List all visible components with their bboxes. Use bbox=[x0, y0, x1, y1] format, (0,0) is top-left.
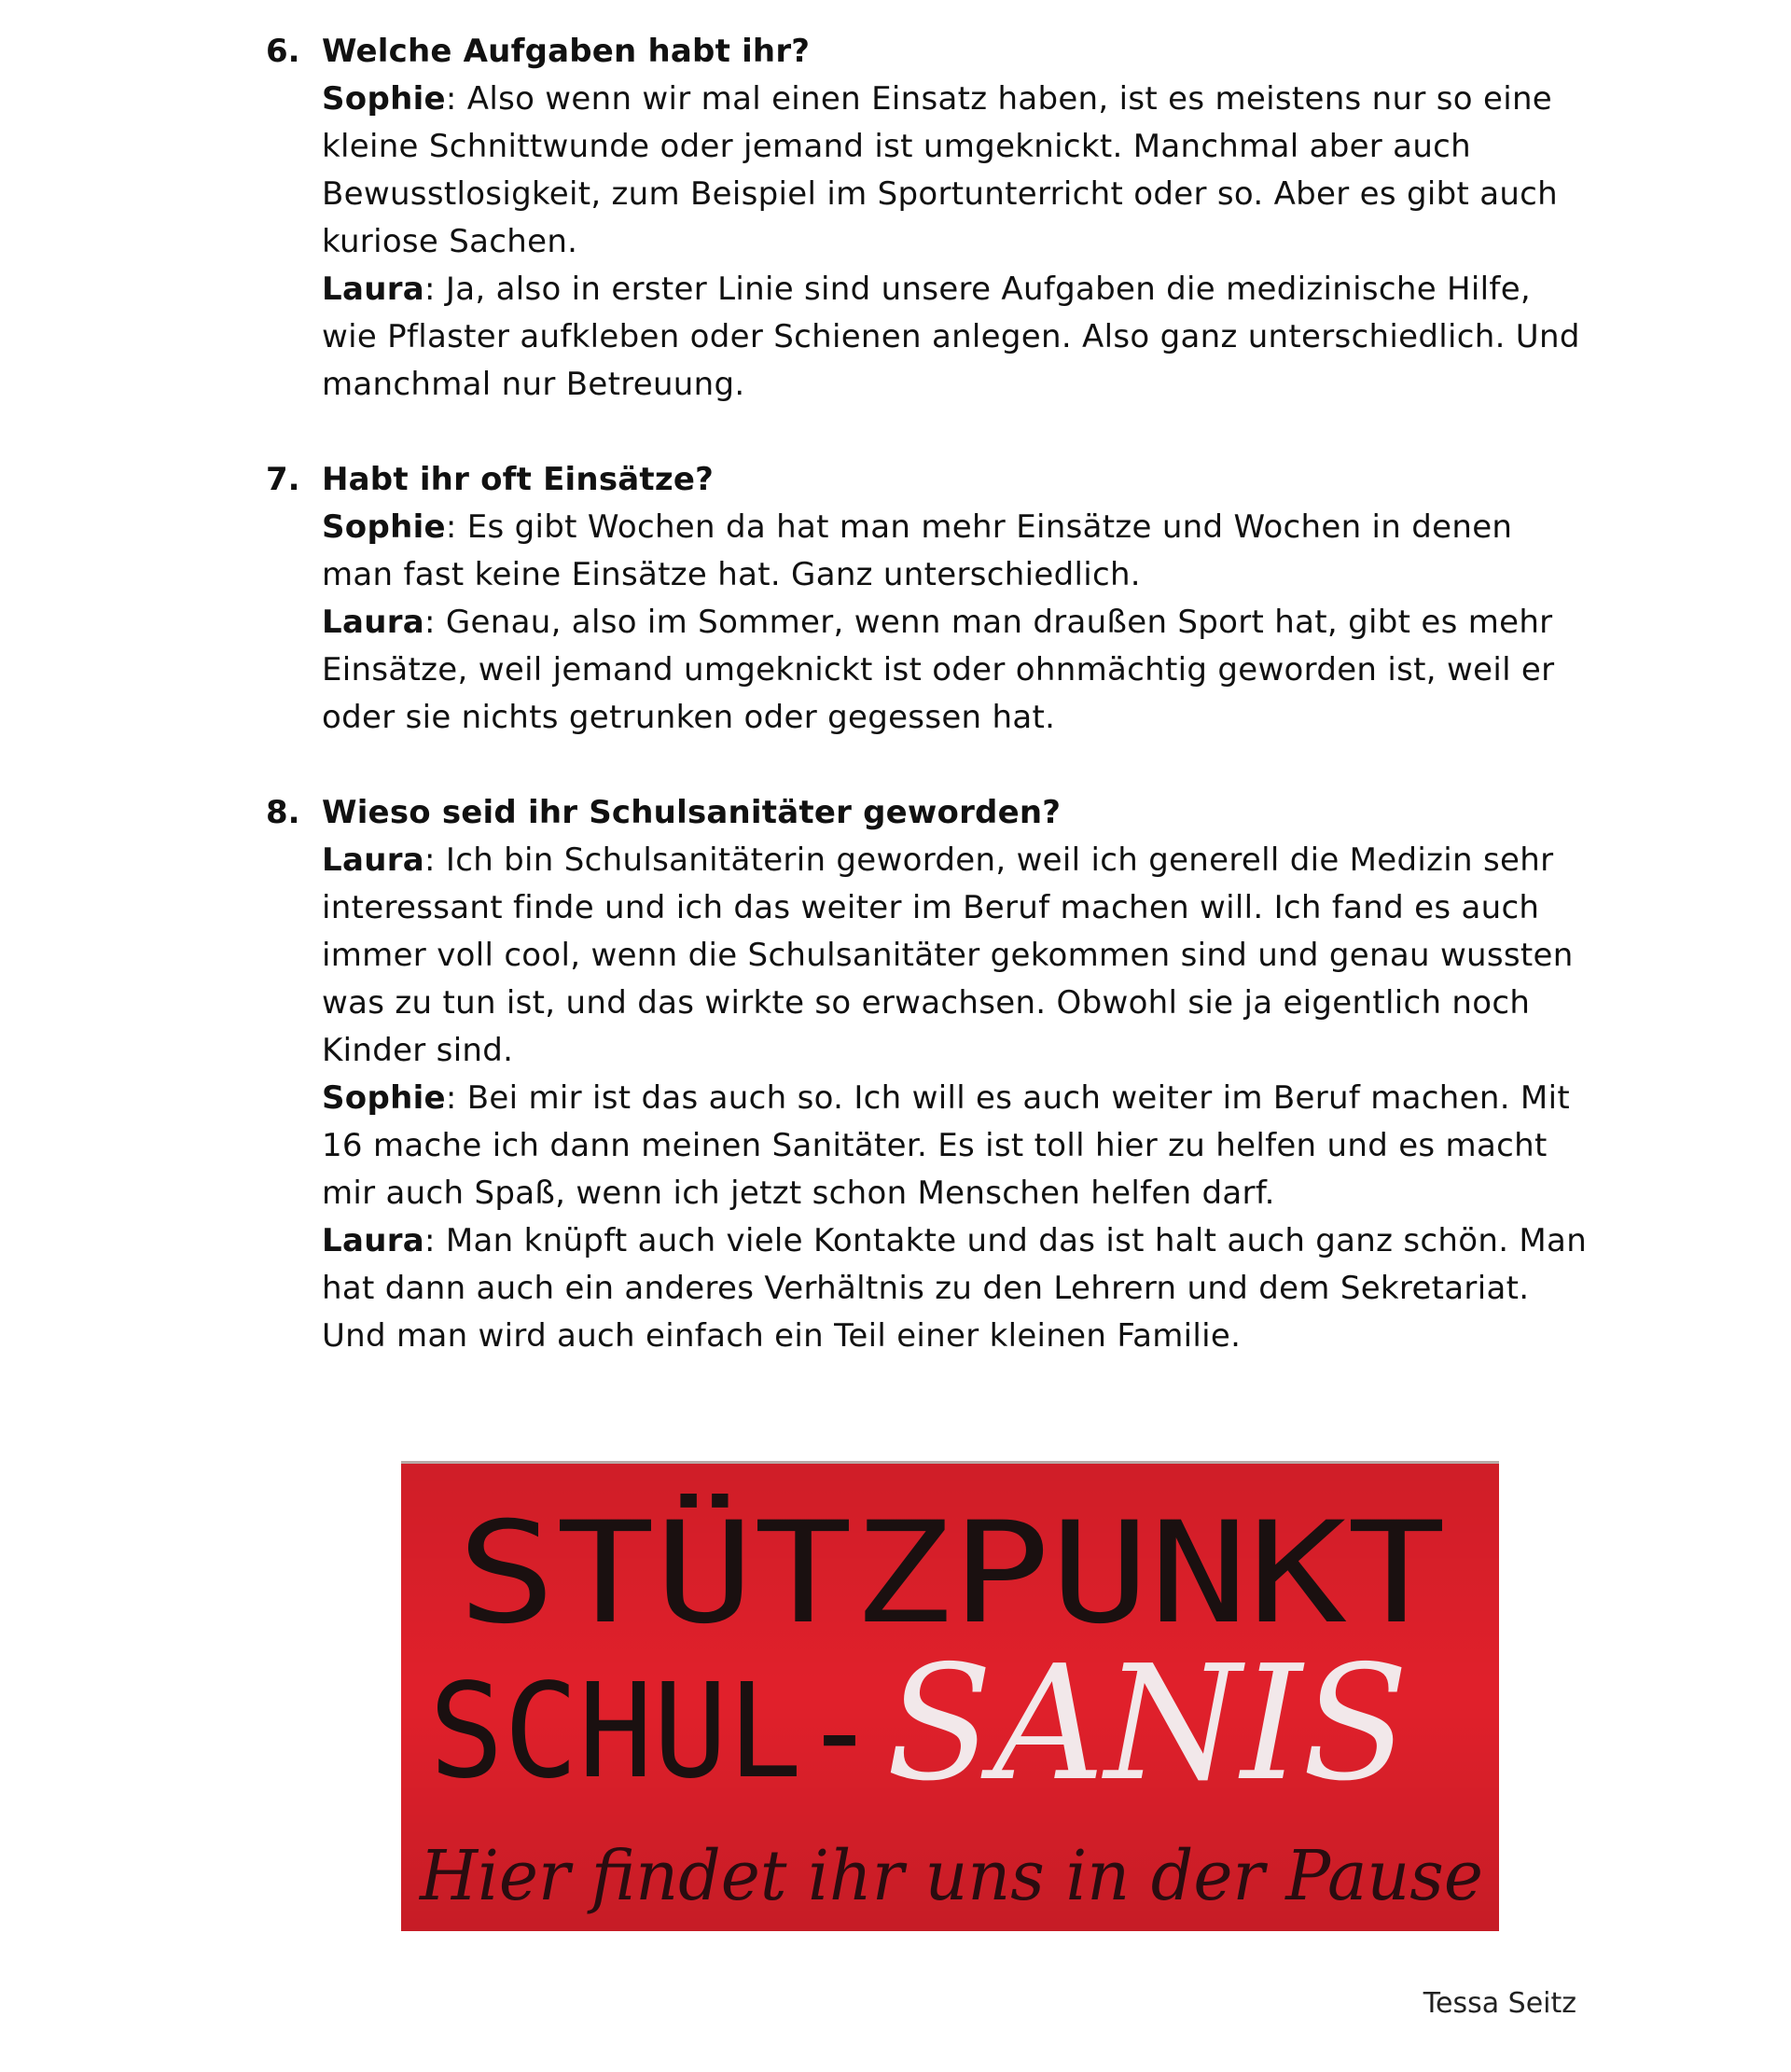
item-number: 7. bbox=[266, 461, 300, 498]
interview-item-8 bbox=[266, 789, 1590, 1360]
answer-paragraph bbox=[322, 1217, 1590, 1360]
banner-line-1: STÜTZPUNKT bbox=[457, 1493, 1446, 1655]
answer-paragraph bbox=[322, 266, 1590, 409]
speaker-name: Laura bbox=[322, 604, 425, 641]
answer-text: : Genau, also im Sommer, wenn man draußen Sport hat, gibt es mehr Einsätze, weil jemand umgeknickt ist oder ohnmächtig geworden ist, weil er oder sie nichts getrunken oder gegessen hat. bbox=[322, 604, 1555, 736]
author-name: Tessa Seitz bbox=[1423, 1987, 1576, 2020]
banner-line-3: Hier findet ihr uns in der Pause bbox=[418, 1836, 1483, 1916]
answer-text: : Also wenn wir mal einen Einsatz haben, ist es meistens nur so eine kleine Schnittwunde oder jemand ist umgeknickt. Manchmal aber auch Bewusstlosigkeit, zum Beispiel im Sportunterricht oder so. Aber es gibt auch kuriose Sachen. bbox=[322, 80, 1559, 260]
interview-item-7 bbox=[266, 456, 1590, 742]
answer-paragraph bbox=[322, 837, 1590, 1075]
question-heading: Wieso seid ihr Schulsanitäter geworden? bbox=[322, 794, 1062, 831]
speaker-name: Sophie bbox=[322, 508, 446, 546]
answer-text: : Ja, also in erster Linie sind unsere Aufgaben die medizinische Hilfe, wie Pflaster aufkleben oder Schienen anlegen. Also ganz unterschiedlich. Und manchmal nur Betreuung. bbox=[322, 271, 1580, 403]
answer-text: : Ich bin Schulsanitäterin geworden, weil ich generell die Medizin sehr interessant finde und ich das weiter im Beruf machen will. Ich fand es auch immer voll cool, wenn die Schulsanitäter gekommen sind und genau wussten was zu tun ist, und das wirkte so erwachsen. Obwohl sie ja eigentlich noch Kinder sind. bbox=[322, 841, 1574, 1069]
question-heading: Welche Aufgaben habt ihr? bbox=[322, 33, 811, 70]
banner-line-2b: SANIS bbox=[886, 1632, 1409, 1816]
banner-photo-drawing bbox=[401, 1461, 1499, 1931]
answer-paragraph bbox=[322, 76, 1590, 266]
speaker-name: Laura bbox=[322, 271, 425, 308]
question-heading: Habt ihr oft Einsätze? bbox=[322, 461, 715, 498]
interview-item-6 bbox=[266, 28, 1590, 409]
answer-paragraph bbox=[322, 504, 1590, 599]
answer-text: : Bei mir ist das auch so. Ich will es auch weiter im Beruf machen. Mit 16 mache ich dann meinen Sanitäter. Es ist toll hier zu helfen und es macht mir auch Spaß, wenn ich jetzt schon Menschen helfen darf. bbox=[322, 1079, 1570, 1212]
banner-photo bbox=[401, 1461, 1499, 1931]
speaker-name: Sophie bbox=[322, 80, 446, 118]
banner-line-2a: SCHUL- bbox=[429, 1656, 877, 1808]
item-number: 6. bbox=[266, 33, 300, 70]
item-number: 8. bbox=[266, 794, 300, 831]
interview-content bbox=[266, 28, 1590, 1408]
speaker-name: Sophie bbox=[322, 1079, 446, 1117]
answer-text: : Es gibt Wochen da hat man mehr Einsätze und Wochen in denen man fast keine Einsätze hat. Ganz unterschiedlich. bbox=[322, 508, 1513, 593]
speaker-name: Laura bbox=[322, 1222, 425, 1259]
speaker-name: Laura bbox=[322, 841, 425, 879]
answer-paragraph bbox=[322, 1075, 1590, 1217]
answer-text: : Man knüpft auch viele Kontakte und das ist halt auch ganz schön. Man hat dann auch ein anderes Verhältnis zu den Lehrern und dem Sekretariat. Und man wird auch einfach ein Teil einer kleinen Familie. bbox=[322, 1222, 1588, 1355]
answer-paragraph bbox=[322, 599, 1590, 742]
